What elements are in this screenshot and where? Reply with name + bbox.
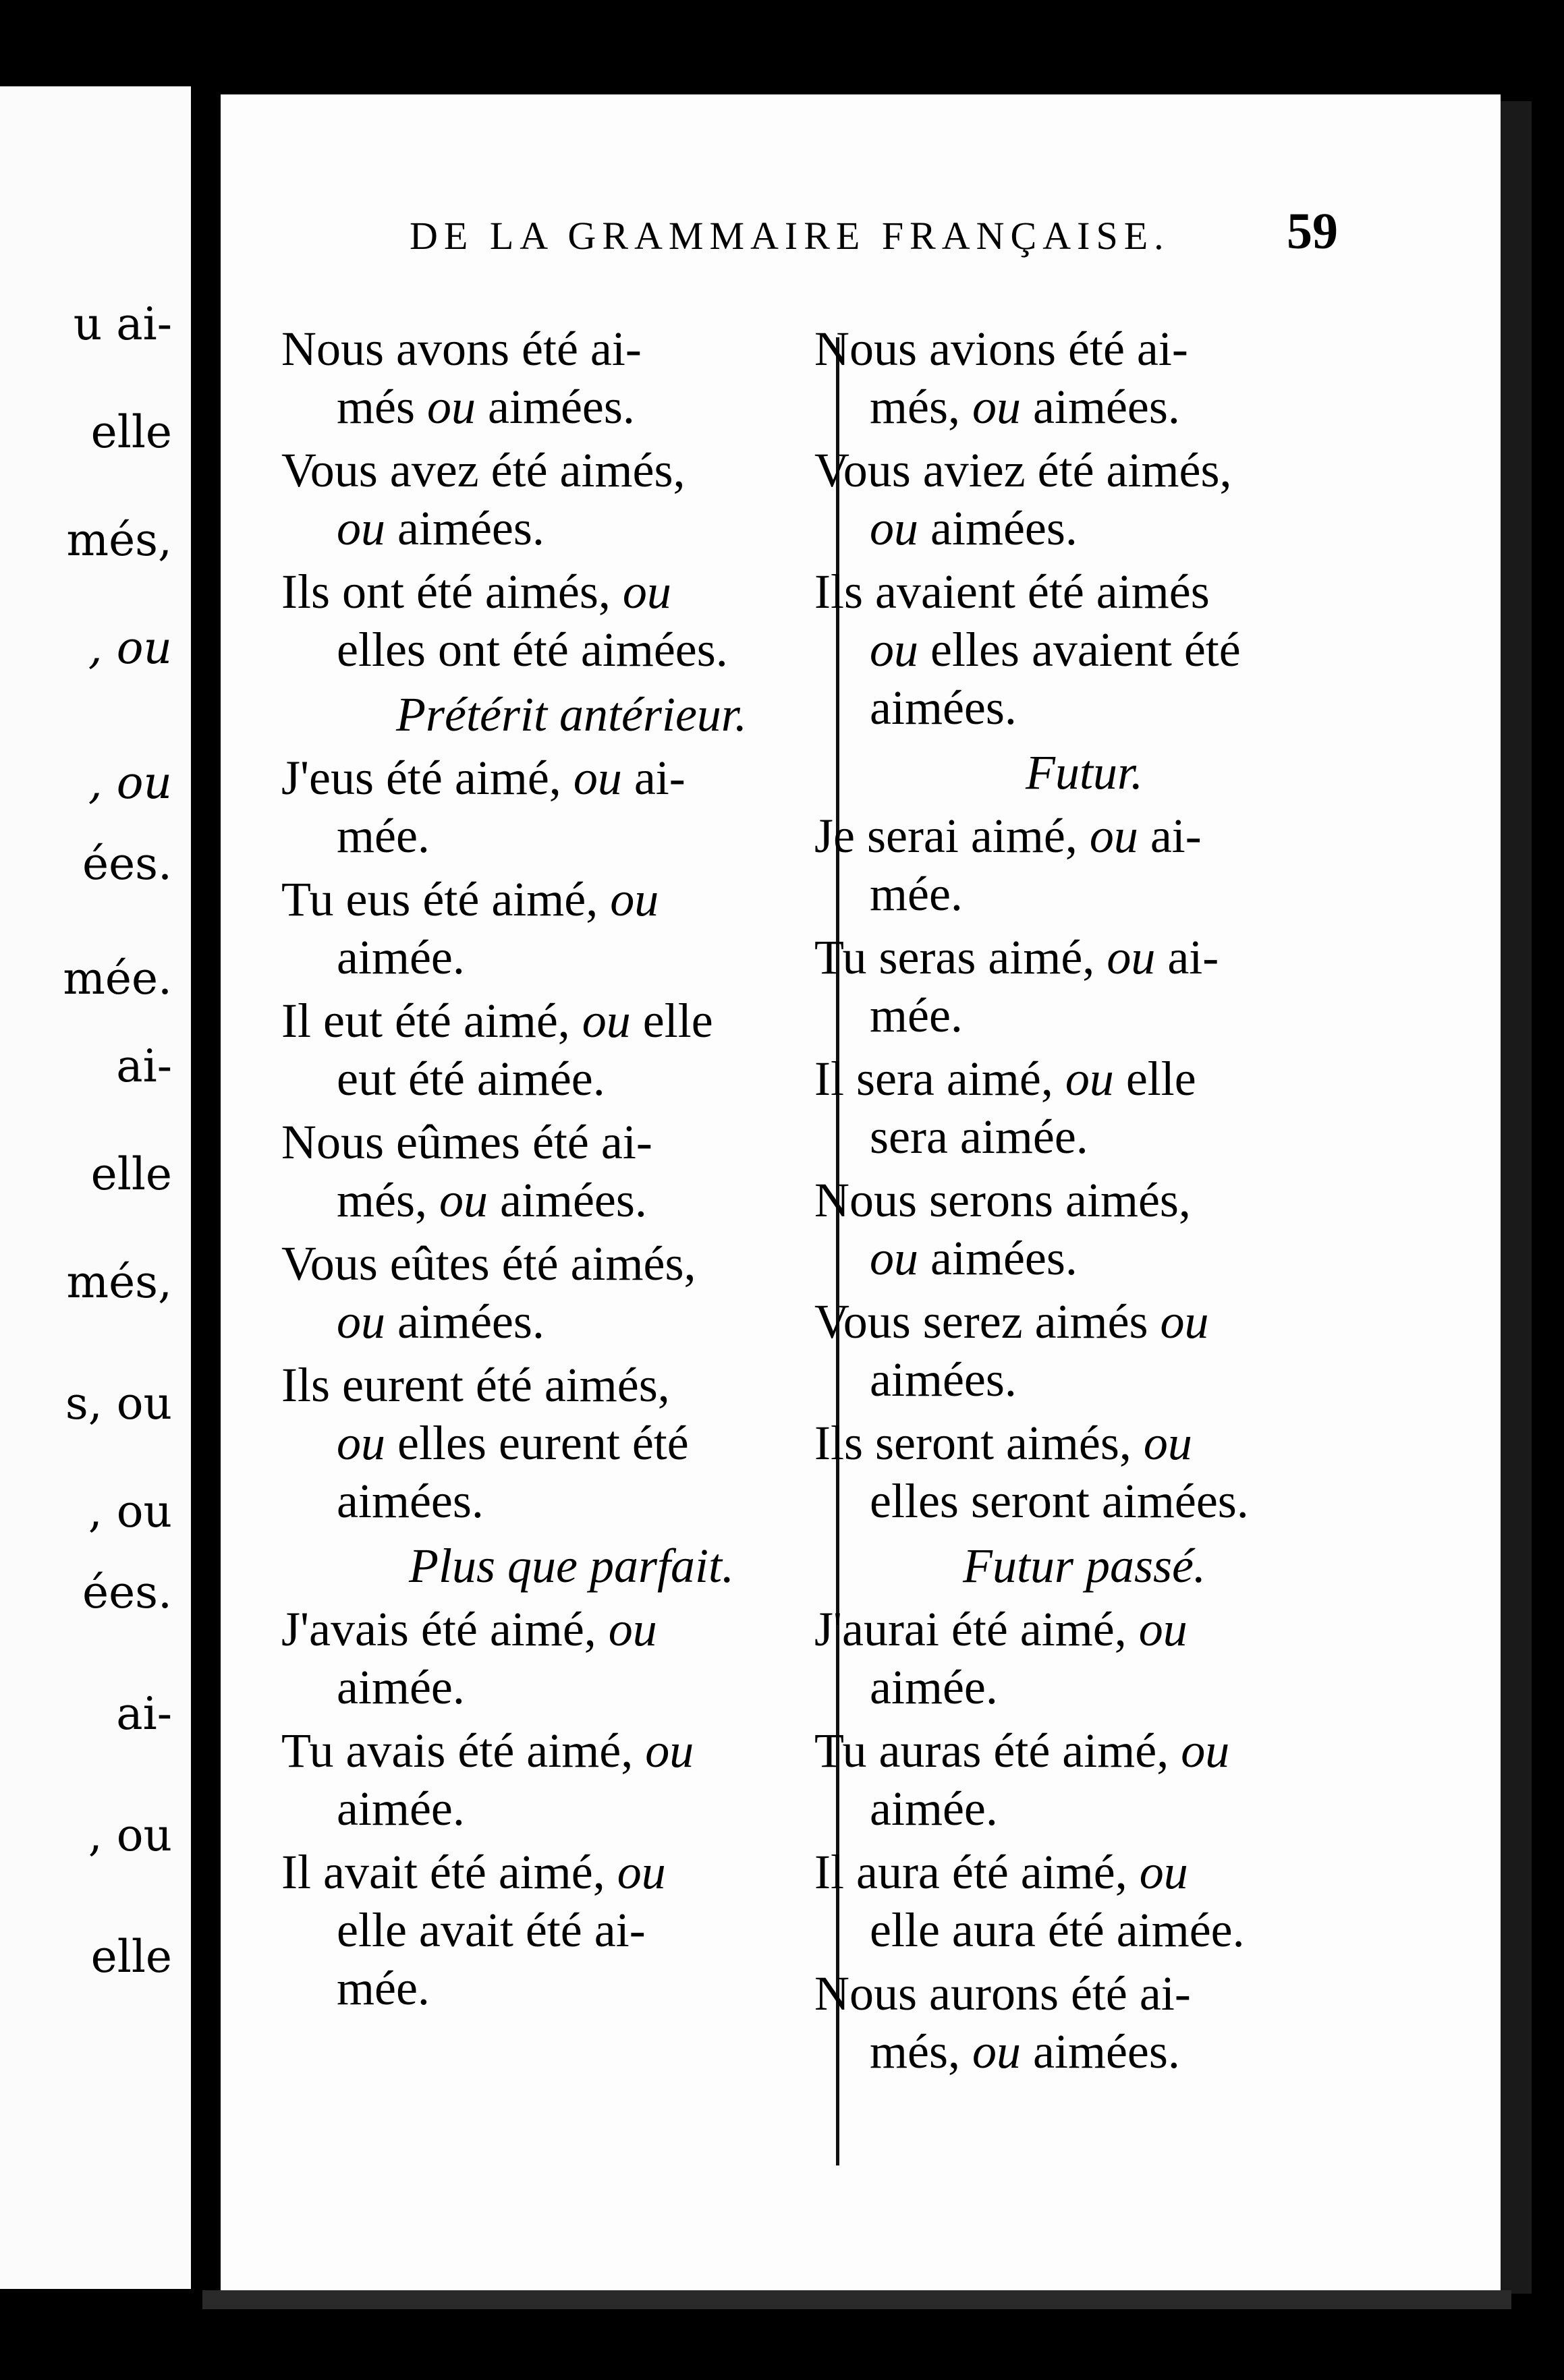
left-page-text-fragment: elle [90, 1931, 172, 1983]
main-page [221, 94, 1501, 2304]
left-column [281, 320, 862, 2022]
conjugation-entry [814, 1414, 1354, 1530]
heading-futur: Futur. [1025, 745, 1144, 799]
conjugation-entry [281, 1722, 862, 1838]
entry-line: J'avais été aimé, ou [281, 1602, 657, 1656]
entry-line: aimées. [870, 681, 1017, 735]
left-section-2 [281, 1600, 862, 2017]
entry-line: Tu avais été aimé, ou [281, 1724, 694, 1778]
left-page-text-fragment: ai- [116, 1688, 172, 1740]
conjugation-entry [814, 1050, 1354, 1166]
conjugation-entry [814, 1722, 1354, 1838]
entry-line: Il sera aimé, ou elle [814, 1052, 1196, 1106]
left-page-text-fragment: , ou [88, 757, 172, 809]
entry-line: ou aimées. [337, 501, 544, 555]
entry-line: J'eus été aimé, ou ai- [281, 751, 686, 805]
entry-line: Ils avaient été aimés [814, 565, 1210, 619]
entry-line: Vous eûtes été aimés, [281, 1237, 696, 1291]
left-page-text-fragment: mée. [63, 953, 172, 1004]
heading-preterit-anterieur: Prétérit antérieur. [396, 687, 747, 741]
left-page-text-fragment: , ou [88, 1485, 172, 1537]
conjugation-entry [814, 441, 1354, 557]
left-section-1 [281, 749, 862, 1530]
left-page-text-fragment: s, ou [65, 1378, 172, 1429]
entry-line: Vous aviez été aimés, [814, 443, 1232, 497]
left-page-text-fragment: , ou [88, 622, 172, 674]
heading-futur-passe: Futur passé. [963, 1539, 1206, 1593]
left-page-text-fragment: ai- [116, 1040, 172, 1092]
conjugation-entry [814, 928, 1354, 1044]
left-page-text-fragment: ées. [82, 838, 172, 890]
entry-line: Vous avez été aimés, [281, 443, 686, 497]
entry-line: elles seront aimées. [870, 1474, 1249, 1528]
left-intro-block [281, 320, 862, 679]
entry-line: ou aimées. [870, 1231, 1078, 1285]
entry-line: aimées. [870, 1353, 1017, 1407]
entry-line: elles ont été aimées. [337, 623, 728, 677]
left-page-text-fragment: elle [90, 1148, 172, 1200]
left-page-fragment [0, 86, 191, 2289]
entry-line: Nous eûmes été ai- [281, 1115, 652, 1169]
entry-line: mée. [870, 867, 963, 921]
entry-line: Tu seras aimé, ou ai- [814, 930, 1219, 984]
book-gutter [191, 0, 221, 2380]
entry-line: Nous avons été ai- [281, 322, 642, 376]
entry-line: Il avait été aimé, ou [281, 1845, 666, 1899]
conjugation-entry [281, 563, 862, 679]
entry-line: ou elles avaient été [870, 623, 1241, 677]
entry-line: més, ou aimées. [337, 1173, 647, 1227]
left-page-text-fragment: , ou [88, 1809, 172, 1861]
entry-line: elle aura été aimée. [870, 1903, 1245, 1957]
entry-line: mée. [870, 988, 963, 1042]
entry-line: més ou aimées. [337, 380, 635, 434]
entry-line: mée. [337, 809, 430, 863]
entry-line: eut été aimée. [337, 1052, 605, 1106]
left-page-text-fragment: u ai- [73, 298, 172, 350]
entry-line: més, ou aimées. [870, 2024, 1180, 2078]
entry-line: ou aimées. [337, 1295, 544, 1349]
running-head: DE LA GRAMMAIRE FRANÇAISE. [410, 214, 1170, 258]
conjugation-entry [814, 1600, 1354, 1716]
entry-line: sera aimée. [870, 1110, 1088, 1164]
right-intro-block [814, 320, 1354, 737]
conjugation-entry [281, 870, 862, 986]
entry-line: Nous avions été ai- [814, 322, 1188, 376]
entry-line: aimée. [337, 1782, 465, 1836]
entry-line: aimée. [870, 1660, 998, 1714]
entry-line: Vous serez aimés ou [814, 1295, 1209, 1349]
entry-line: aimée. [870, 1782, 998, 1836]
page-edge-shadow [1501, 101, 1532, 2294]
right-section-2 [814, 1600, 1354, 2080]
entry-line: Nous serons aimés, [814, 1173, 1191, 1227]
conjugation-entry [281, 1843, 862, 2017]
conjugation-entry [814, 563, 1354, 737]
left-page-text-fragment: més, [66, 514, 172, 566]
page-bottom-shadow [202, 2290, 1511, 2309]
conjugation-entry [814, 1964, 1354, 2080]
conjugation-entry [814, 807, 1354, 923]
conjugation-entry [281, 441, 862, 557]
conjugation-entry [281, 1113, 862, 1229]
entry-line: Tu auras été aimé, ou [814, 1724, 1230, 1778]
right-column [814, 320, 1354, 2086]
left-page-text-fragment: elle [90, 406, 172, 458]
entry-line: Ils ont été aimés, ou [281, 565, 671, 619]
entry-line: aimée. [337, 1660, 465, 1714]
left-page-text-fragment: més, [66, 1256, 172, 1308]
conjugation-entry [814, 1171, 1354, 1287]
left-page-text-fragment: ées. [82, 1566, 172, 1618]
entry-line: mée. [337, 1961, 430, 2015]
entry-line: Nous aurons été ai- [814, 1966, 1191, 2020]
heading-plus-que-parfait: Plus que parfait. [409, 1539, 734, 1593]
entry-line: Tu eus été aimé, ou [281, 872, 659, 926]
entry-line: ou elles eurent été [337, 1416, 689, 1470]
conjugation-entry [814, 1293, 1354, 1409]
entry-line: aimées. [337, 1474, 484, 1528]
conjugation-entry [281, 1600, 862, 1716]
conjugation-entry [814, 320, 1354, 436]
entry-line: aimée. [337, 930, 465, 984]
entry-line: J'aurai été aimé, ou [814, 1602, 1188, 1656]
conjugation-entry [281, 992, 862, 1108]
page-number: 59 [1287, 203, 1338, 260]
conjugation-entry [281, 749, 862, 865]
entry-line: Je serai aimé, ou ai- [814, 809, 1202, 863]
entry-line: més, ou aimées. [870, 380, 1180, 434]
conjugation-entry [281, 320, 862, 436]
entry-line: Ils seront aimés, ou [814, 1416, 1192, 1470]
conjugation-entry [814, 1843, 1354, 1959]
entry-line: ou aimées. [870, 501, 1078, 555]
entry-line: Ils eurent été aimés, [281, 1358, 670, 1412]
conjugation-entry [281, 1235, 862, 1351]
entry-line: Il eut été aimé, ou elle [281, 994, 713, 1048]
entry-line: elle avait été ai- [337, 1903, 646, 1957]
entry-line: Il aura été aimé, ou [814, 1845, 1188, 1899]
right-section-1 [814, 807, 1354, 1530]
conjugation-entry [281, 1356, 862, 1530]
